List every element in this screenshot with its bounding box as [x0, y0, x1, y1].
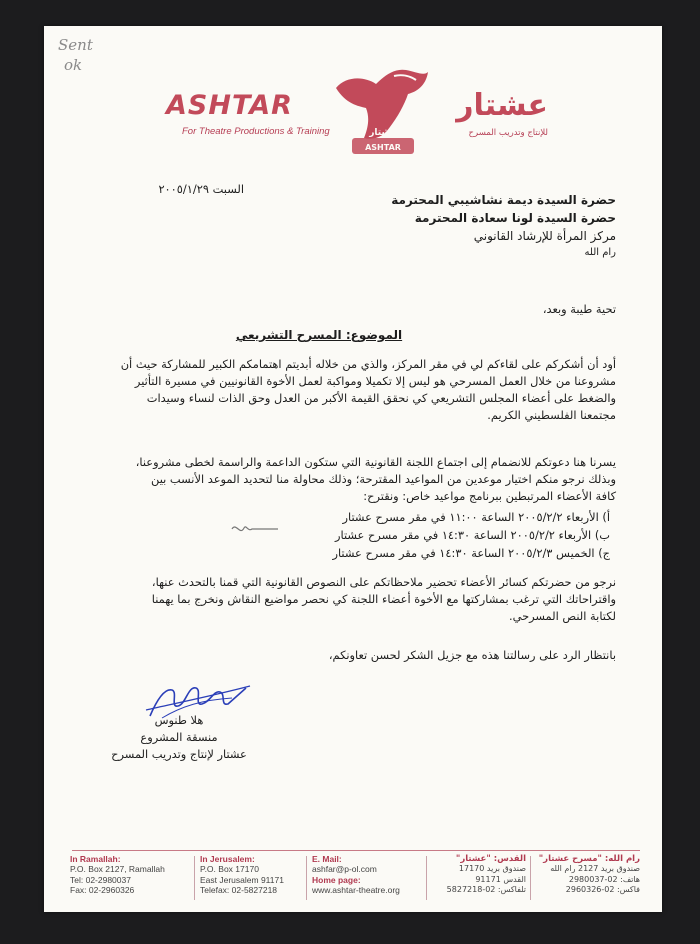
paragraph-3-line: واقتراحاتك التي ترغب بمشاركتها مع الأخوة أعضاء اللجنة كي نحصر مواضيع النقاش ونخرج بما يهمنا: [151, 592, 616, 606]
paragraph-1-line: مشروعنا من خلال العمل المسرحي هو ليس إلا تكميلا ومواكبة لعمل الأخوة القانونيين في مسيرة التأثير: [134, 374, 616, 388]
footer-divider: [72, 850, 640, 851]
footer-quds-ar: [430, 854, 526, 896]
signatory-title: منسقة المشروع: [140, 730, 218, 744]
paragraph-1-line: والضغط على أعضاء المجلس التشريعي كي نحقق القيمة الأكبر من العدل وحق الذات لنساء وسيدات: [146, 391, 616, 405]
paragraph-3: [72, 574, 616, 625]
letter-date: السبت ٢٠٠٥/١/٢٩: [158, 182, 244, 196]
paragraph-1-line: مجتمعنا الفلسطيني الكريم.: [487, 408, 616, 422]
footer-ramallah-ar-line: فاكس: 02-2960326: [565, 885, 640, 894]
footer-jerusalem-line: Telefax: 02-5827218: [200, 885, 278, 895]
footer-ramallah-line: P.O. Box 2127, Ramallah: [70, 864, 165, 874]
footer-divider-vertical: [306, 856, 307, 900]
paragraph-3-line: لكتابة النص المسرحي.: [508, 609, 616, 623]
ashtar-emblem-icon: [324, 46, 434, 158]
footer-ramallah-heading: In Ramallah:: [70, 854, 121, 864]
paragraph-2-line: وبذلك نرجو منكم اختيار موعدين من المواعيد المقترحة؛ وذلك محاولة منا لتحديد الموعد الأنسب بين: [151, 472, 616, 486]
recipient-2: حضرة السيدة لونا سعادة المحترمة: [414, 211, 616, 225]
pencil-mark-icon: [230, 520, 280, 538]
pencil-note-line2: ok: [64, 56, 83, 74]
meeting-option-c: ج) الخميس ٢٠٠٥/٢/٣ الساعة ١٤:٣٠ في مقر مسرح عشتار: [332, 546, 610, 560]
footer-email-address[interactable]: ashfar@p-ol.com: [312, 864, 377, 874]
letterhead-name-ar: عشتار: [456, 88, 548, 123]
footer-ramallah-line: Tel: 02-2980037: [70, 874, 131, 885]
footer-ramallah-ar-heading: رام الله: "مسرح عشتار": [538, 854, 640, 864]
greeting: تحية طيبة وبعد،: [542, 302, 616, 316]
recipient-city: رام الله: [584, 247, 616, 258]
emblem-label-ar: عشتار: [369, 128, 397, 138]
footer-quds-ar-line: القدس 91171: [475, 874, 526, 884]
meeting-option-a: أ) الأربعاء ٢٠٠٥/٢/٢ الساعة ١١:٠٠ في مقر مسرح عشتار: [342, 510, 610, 524]
footer-divider-vertical: [194, 856, 195, 900]
footer-divider-vertical: [426, 856, 427, 900]
footer-jerusalem-line: P.O. Box 17170: [200, 864, 259, 874]
footer-email-heading: E. Mail:: [312, 854, 342, 864]
footer-email: [312, 854, 424, 895]
footer-homepage-url[interactable]: www.ashtar-theatre.org: [312, 884, 400, 895]
emblem-label-en: ASHTAR: [365, 143, 401, 152]
signatory-name: هلا طنوس: [154, 713, 204, 727]
footer-quds-ar-heading: القدس: "عشتار": [455, 854, 526, 864]
footer-jerusalem-heading: In Jerusalem:: [200, 854, 255, 864]
footer-ramallah-ar: [534, 854, 640, 896]
letter-page: [44, 26, 662, 912]
letterhead-tagline-ar: للإنتاج وتدريب المسرح: [468, 128, 548, 138]
footer-ramallah-line: Fax: 02-2960326: [70, 885, 135, 895]
signatory-org: عشتار لإنتاج وتدريب المسرح: [111, 747, 247, 761]
paragraph-2: [72, 454, 616, 505]
closing-line: بانتظار الرد على رسالتنا هذه مع جزيل الشكر لحسن تعاونكم،: [328, 648, 616, 662]
letterhead-name-en: ASHTAR: [166, 90, 293, 121]
subject-line: الموضوع: المسرح التشريعي: [235, 328, 403, 342]
paragraph-2-line: كافة الأعضاء المرتبطين ببرنامج مواعيد خاص: ونقترح:: [363, 489, 616, 503]
footer-quds-ar-line: تلفاكس: 02-5827218: [446, 885, 526, 894]
paragraph-2-line: يسرنا هنا دعوتكم للانضمام إلى اجتماع اللجنة القانونية التي ستكون الداعمة والراسمة لخطى مشروعنا،: [135, 455, 616, 469]
footer-jerusalem: [200, 854, 310, 896]
letterhead-tagline-en: For Theatre Productions & Training: [182, 126, 330, 137]
recipient-1: حضرة السيدة ديمة نشاشيبي المحترمة: [391, 193, 616, 207]
footer-jerusalem-line: East Jerusalem 91171: [200, 874, 284, 885]
footer-ramallah-ar-line: صندوق بريد 2127 رام الله: [550, 864, 640, 873]
paragraph-1-line: أود أن أشكركم على لقاءكم لي في مقر المركز، والذي من خلاله أبديتم اهتمامكم الكبير للمشاركة حيث أن: [120, 357, 616, 371]
pencil-note-line1: Sent: [58, 36, 93, 54]
signatory-block: [104, 712, 254, 763]
footer-ramallah-ar-line: هاتف: 02-2980037: [568, 874, 640, 884]
recipient-organization: مركز المرأة للإرشاد القانوني: [473, 229, 616, 243]
footer-quds-ar-line: صندوق بريد 17170: [458, 864, 526, 873]
paragraph-1: [72, 356, 616, 424]
footer-divider-vertical: [530, 856, 531, 900]
meeting-option-b: ب) الأربعاء ٢٠٠٥/٢/٢ الساعة ١٤:٣٠ في مقر مسرح عشتار: [334, 528, 610, 542]
footer-ramallah: [70, 854, 190, 896]
footer-homepage-label: Home page:: [312, 874, 361, 885]
paragraph-3-line: نرجو من حضرتكم كسائر الأعضاء تحضير ملاحظاتكم على النصوص القانونية التي قمنا بالتحدث عنها،: [151, 575, 616, 589]
